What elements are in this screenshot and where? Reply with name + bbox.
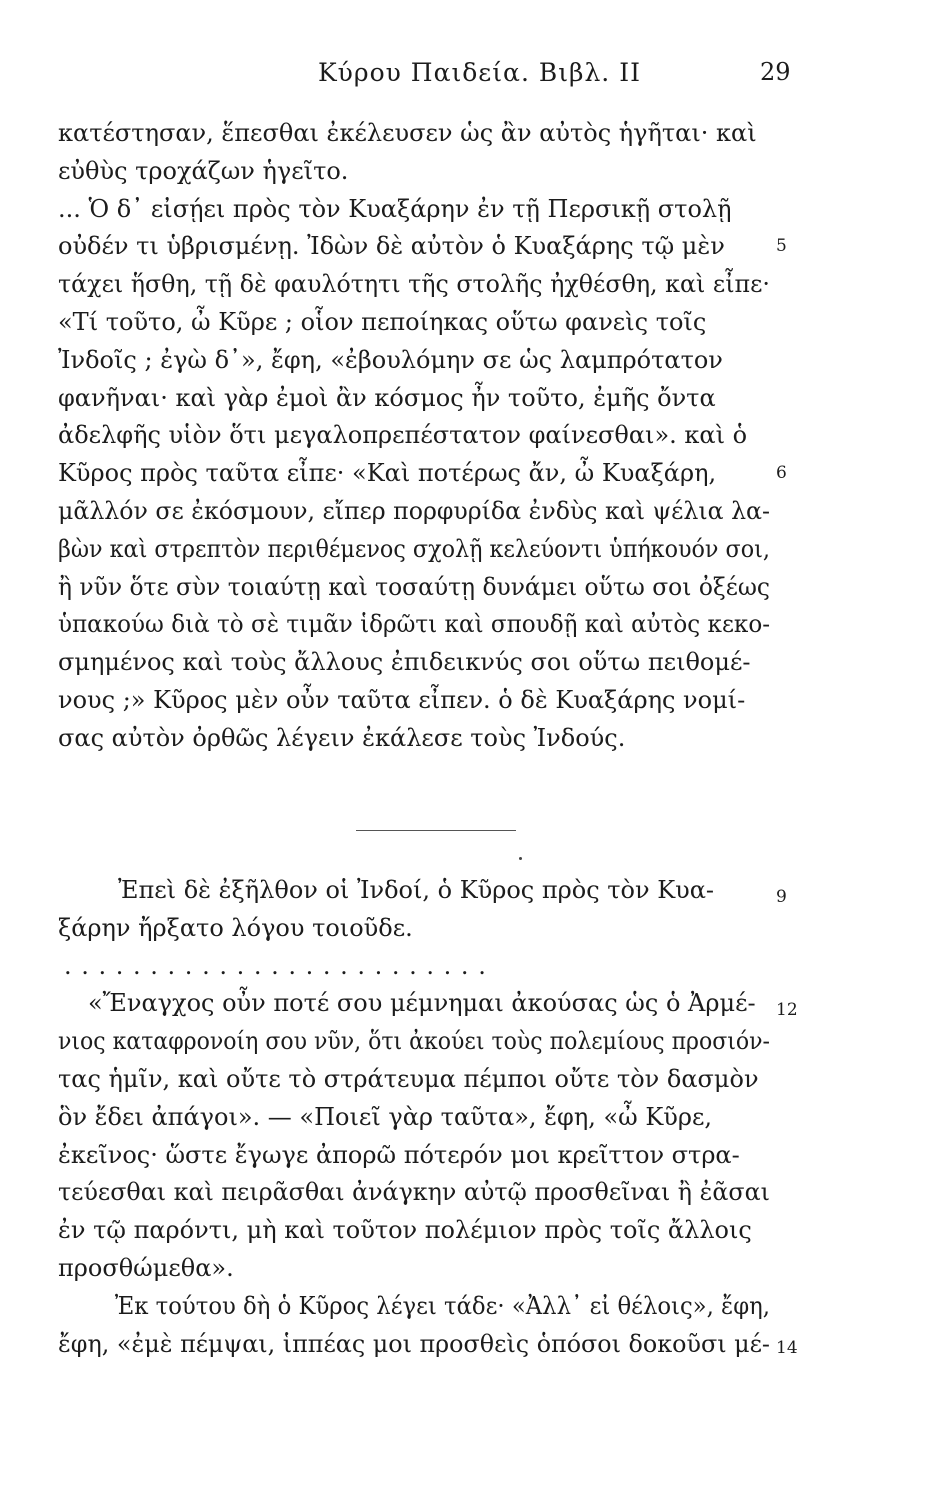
- text-block-1: [58, 115, 818, 758]
- text-line: μᾶλλόν σε ἐκόσμουν, εἴπερ πορφυρίδα ἐνδὺς καὶ ψέλια λα-: [58, 496, 771, 525]
- text-line: ὑπακούω διὰ τὸ σὲ τιμᾶν ἱδρῶτι καὶ σπουδῇ καὶ αὐτὸς κεκο-: [58, 610, 770, 639]
- text-line: «Ἔναγχος οὖν ποτέ σου μέμνημαι ἀκούσας ὡς ὁ Ἀρμέ-: [88, 989, 756, 1018]
- text-line: Κῦρος πρὸς ταῦτα εἶπε· «Καὶ ποτέρως ἄν, ὦ Κυαξάρη,: [58, 459, 717, 488]
- text-line: Ἰνδοῖς ; ἐγὼ δ᾽», ἔφη, «ἐβουλόμην σε ὡς λαμπρότατον: [58, 345, 723, 374]
- section-number: 12: [776, 1000, 798, 1020]
- section-number: 9: [776, 887, 787, 907]
- text-line: ὃν ἔδει ἀπάγοι». — «Ποιεῖ γὰρ ταῦτα», ἔφη, «ὦ Κῦρε,: [58, 1102, 713, 1131]
- text-line: κατέστησαν, ἕπεσθαι ἐκέλευσεν ὡς ἂν αὐτὸς ἡγῆται· καὶ: [58, 119, 757, 147]
- text-line: εὐθὺς τροχάζων ἡγεῖτο.: [58, 156, 349, 185]
- page-number: 29: [760, 58, 791, 86]
- text-line: «Τί τοῦτο, ὦ Κῦρε ; οἷον πεποίηκας οὕτω φανεὶς τοῖς: [58, 307, 707, 336]
- text-line: νιος καταφρονοίη σου νῦν, ὅτι ἀκούει τοὺς πολεμίους προσιόν-: [58, 1027, 770, 1056]
- text-line: ξάρην ἤρξατο λόγου τοιοῦδε.: [58, 913, 413, 942]
- text-line: σας αὐτὸν ὀρθῶς λέγειν ἐκάλεσε τοὺς Ἰνδούς.: [58, 723, 626, 752]
- section-number: 14: [776, 1338, 798, 1358]
- text-line: προσθώμεθα».: [58, 1253, 234, 1282]
- text-line: ... Ὁ δ᾽ εἰσῄει πρὸς τὸν Κυαξάρην ἐν τῇ Περσικῇ στολῇ: [58, 194, 732, 223]
- section-number: 5: [776, 236, 787, 256]
- text-line: ἀδελφῆς υἱὸν ὅτι μεγαλοπρεπέστατον φαίνεσθαι». καὶ ὁ: [58, 421, 748, 450]
- text-line: Ἐπεὶ δὲ ἐξῆλθον οἱ Ἰνδοί, ὁ Κῦρος πρὸς τὸν Κυα-: [118, 876, 715, 904]
- dot-mark: [519, 857, 522, 860]
- text-line: νους ;» Κῦρος μὲν οὖν ταῦτα εἶπεν. ὁ δὲ Κυαξάρης νομί-: [58, 685, 746, 714]
- text-line: οὐδέν τι ὑβρισμένῃ. Ἰδὼν δὲ αὐτὸν ὁ Κυαξάρης τῷ μὲν: [58, 232, 725, 261]
- running-title: Κύρου Παιδεία. Βιβλ. II: [318, 58, 641, 87]
- section-number: 6: [776, 463, 787, 483]
- text-line: ἢ νῦν ὅτε σὺν τοιαύτῃ καὶ τοσαύτῃ δυνάμει οὕτω σοι ὀξέως: [58, 572, 770, 601]
- text-line: ἐκεῖνος· ὥστε ἔγωγε ἀπορῶ πότερόν μοι κρεῖττον στρα-: [58, 1140, 740, 1169]
- section-divider: [356, 830, 516, 831]
- text-line: τας ἡμῖν, καὶ οὔτε τὸ στράτευμα πέμποι οὔτε τὸν δασμὸν: [58, 1064, 759, 1093]
- text-line: ἔφη, «ἐμὲ πέμψαι, ἱππέας μοι προσθεὶς ὁπόσοι δοκοῦσι μέ-: [58, 1329, 770, 1358]
- text-line: ἐν τῷ παρόντι, μὴ καὶ τοῦτον πολέμιον πρὸς τοῖς ἄλλοις: [58, 1216, 752, 1245]
- text-line: Ἐκ τούτου δὴ ὁ Κῦρος λέγει τάδε· «Ἀλλ᾽ εἰ θέλοις», ἔφη,: [114, 1291, 771, 1320]
- text-line: τεύεσθαι καὶ πειρᾶσθαι ἀνάγκην αὐτῷ προσθεῖναι ἢ ἐᾶσαι: [58, 1178, 770, 1207]
- text-line: βὼν καὶ στρεπτὸν περιθέμενος σχολῇ κελεύοντι ὑπήκουόν σοι,: [58, 534, 770, 563]
- text-line: τάχει ἥσθη, τῇ δὲ φαυλότητι τῆς στολῆς ἠχθέσθη, καὶ εἶπε·: [58, 270, 770, 299]
- ellipsis-line: . . . . . . . . . . . . . . . . . . . . . . . . .: [64, 951, 487, 980]
- text-line: σμημένος καὶ τοὺς ἄλλους ἐπιδεικνύς σοι οὕτω πειθομέ-: [58, 648, 751, 677]
- text-block-2: [58, 872, 818, 1363]
- text-line: φανῆναι· καὶ γὰρ ἐμοὶ ἂν κόσμος ἦν τοῦτο, ἐμῆς ὄντα: [58, 383, 716, 412]
